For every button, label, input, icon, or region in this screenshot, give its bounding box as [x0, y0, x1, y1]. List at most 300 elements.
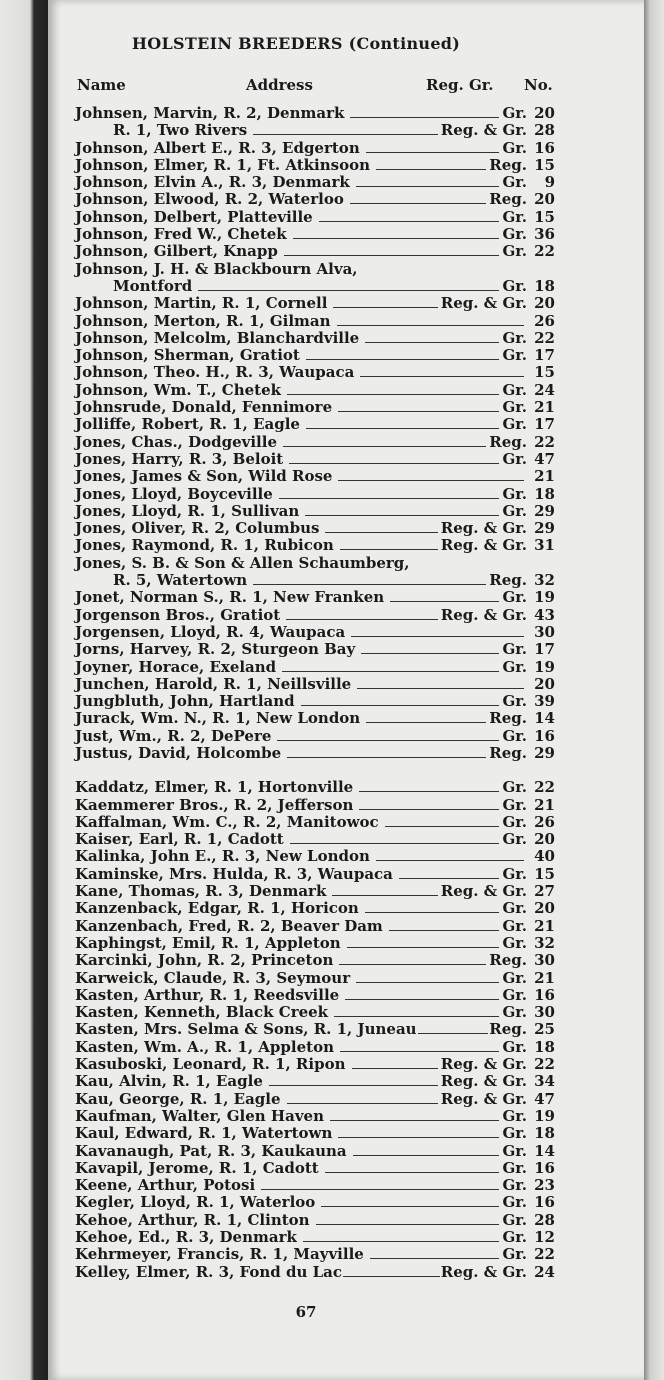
- herd-count: 40: [534, 847, 555, 866]
- herd-count: 32: [534, 571, 555, 590]
- registration-type: Gr.: [502, 692, 527, 711]
- list-item: [75, 1194, 555, 1211]
- herd-count: 18: [534, 276, 555, 295]
- registration-type: Reg. & Gr.: [440, 605, 527, 624]
- registration-type: Gr.: [502, 864, 527, 883]
- registration-type: Gr.: [502, 1210, 527, 1229]
- leader-dots: [418, 1032, 489, 1034]
- breeder-name-address: Justus, David, Holcombe: [75, 743, 282, 762]
- breeder-name-address: Jones, S. B. & Son & Allen Schaumberg,: [75, 553, 410, 572]
- registration-type: Reg.: [489, 571, 527, 590]
- herd-count: 28: [534, 121, 555, 140]
- breeder-name-address: Jones, Raymond, R. 1, Rubicon: [75, 536, 334, 555]
- list-item: [75, 347, 555, 364]
- leader-dots: [287, 1102, 438, 1104]
- herd-count: 17: [534, 415, 555, 434]
- registration-type: Gr.: [502, 1158, 527, 1177]
- list-item: [75, 1091, 555, 1108]
- list-item: [75, 710, 555, 727]
- list-item: [75, 659, 555, 676]
- registration-type: Gr.: [502, 242, 527, 261]
- list-item: [75, 209, 555, 226]
- leader-dots: [343, 1275, 440, 1277]
- registration-type: Gr.: [502, 1141, 527, 1160]
- list-item: [75, 399, 555, 416]
- leader-dots: [366, 151, 500, 153]
- leader-dots: [332, 894, 437, 896]
- list-item: [75, 416, 555, 433]
- leader-dots: [339, 963, 486, 965]
- herd-count: 43: [534, 605, 555, 624]
- leader-dots: [370, 1257, 500, 1259]
- registration-type: Gr.: [502, 933, 527, 952]
- list-item: [75, 1143, 555, 1160]
- leader-dots: [399, 877, 500, 879]
- herd-count: 47: [534, 1089, 555, 1108]
- herd-count: 20: [534, 899, 555, 918]
- herd-count: 17: [534, 640, 555, 659]
- breeder-name-address: Johnson, Melcolm, Blanchardville: [75, 328, 360, 347]
- registration-type: Gr.: [502, 276, 527, 295]
- list-item: [75, 122, 555, 139]
- registration-type: Reg. & Gr.: [440, 1089, 527, 1108]
- registration-type: Gr.: [502, 398, 527, 417]
- breeder-name-address: Kehoe, Arthur, R. 1, Clinton: [75, 1210, 310, 1229]
- breeders-list: [75, 105, 555, 1281]
- binding-edge: [0, 0, 48, 1380]
- list-item: [75, 1160, 555, 1177]
- registration-type: Reg. & Gr.: [440, 1072, 527, 1091]
- list-item: [75, 1108, 555, 1125]
- registration-type: Gr.: [502, 985, 527, 1004]
- breeder-name-address: Junchen, Harold, R. 1, Neillsville: [75, 674, 352, 693]
- breeder-name-address: Kaddatz, Elmer, R. 1, Hortonville: [75, 778, 354, 797]
- leader-dots: [287, 393, 499, 395]
- list-item: [75, 243, 555, 260]
- breeder-name-address: Johnson, Elmer, R. 1, Ft. Atkinsoon: [75, 155, 370, 174]
- herd-count: 15: [534, 864, 555, 883]
- list-item: [75, 1073, 555, 1090]
- breeder-name-address: Karcinki, John, R. 2, Princeton: [75, 951, 334, 970]
- list-item: [75, 295, 555, 312]
- herd-count: 29: [534, 501, 555, 520]
- registration-type: Reg.: [489, 743, 527, 762]
- breeder-name-address: Jones, Chas., Dodgeville: [75, 432, 278, 451]
- leader-dots: [316, 1223, 500, 1225]
- registration-type: Gr.: [502, 207, 527, 226]
- breeder-name-address: Jurack, Wm. N., R. 1, New London: [75, 709, 361, 728]
- leader-dots: [364, 273, 524, 274]
- breeder-name-address: Kanzenback, Edgar, R. 1, Horicon: [75, 899, 359, 918]
- column-header-name: Name: [77, 76, 126, 94]
- leader-dots: [390, 600, 499, 602]
- registration-type: Gr.: [502, 830, 527, 849]
- herd-count: 19: [534, 657, 555, 676]
- herd-count: 20: [534, 294, 555, 313]
- leader-dots: [293, 237, 500, 239]
- leader-dots: [198, 289, 499, 291]
- breeder-name-address: Montford: [113, 276, 193, 295]
- list-item: [75, 935, 555, 952]
- breeder-name-address: Kehoe, Ed., R. 3, Denmark: [75, 1228, 297, 1246]
- breeder-name-address: Johnson, Elvin A., R. 3, Denmark: [75, 173, 350, 192]
- leader-dots: [389, 929, 500, 931]
- list-item: [75, 1229, 555, 1246]
- herd-count: 22: [534, 242, 555, 261]
- registration-type: Gr.: [502, 795, 527, 814]
- breeder-name-address: Kehrmeyer, Francis, R. 1, Mayville: [75, 1245, 364, 1264]
- registration-type: Gr.: [502, 225, 527, 244]
- leader-dots: [253, 583, 486, 585]
- registration-type: Gr.: [502, 449, 527, 468]
- herd-count: 31: [534, 536, 555, 555]
- leader-dots: [376, 168, 486, 170]
- leader-dots: [357, 687, 524, 689]
- registration-type: Gr.: [502, 380, 527, 399]
- herd-count: 47: [534, 449, 555, 468]
- breeder-name-address: Johnson, Wm. T., Chetek: [75, 380, 282, 399]
- leader-dots: [261, 1188, 499, 1190]
- leader-dots: [337, 324, 524, 326]
- breeder-name-address: Jungbluth, John, Hartland: [75, 692, 295, 711]
- leader-dots: [330, 1119, 499, 1121]
- leader-dots: [333, 306, 437, 308]
- herd-count: 20: [534, 190, 555, 209]
- registration-type: Gr.: [502, 346, 527, 365]
- breeder-name-address: Kaufman, Walter, Glen Haven: [75, 1106, 324, 1125]
- breeder-name-address: Johnsen, Marvin, R. 2, Denmark: [75, 104, 345, 122]
- list-item: [75, 1056, 555, 1073]
- leader-dots: [334, 1015, 499, 1017]
- breeder-name-address: Kelley, Elmer, R. 3, Fond du Lac: [75, 1262, 342, 1281]
- leader-dots: [352, 1067, 438, 1069]
- registration-type: Reg. & Gr.: [440, 536, 527, 555]
- herd-count: 19: [534, 588, 555, 607]
- column-header-no: No.: [524, 76, 553, 94]
- herd-count: 14: [534, 1141, 555, 1160]
- breeder-name-address: Kavanaugh, Pat, R. 3, Kaukauna: [75, 1141, 347, 1160]
- breeder-name-address: Kaiser, Earl, R. 1, Cadott: [75, 830, 284, 849]
- herd-count: 34: [534, 1072, 555, 1091]
- leader-dots: [361, 652, 499, 654]
- list-item: [75, 607, 555, 624]
- leader-dots: [338, 410, 499, 412]
- leader-dots: [366, 721, 486, 723]
- list-item: [75, 468, 555, 485]
- breeder-name-address: R. 5, Watertown: [113, 571, 248, 590]
- leader-dots: [340, 1050, 499, 1052]
- herd-count: 22: [534, 1055, 555, 1074]
- herd-count: 30: [534, 622, 555, 641]
- page-edge: [644, 0, 664, 1380]
- list-item: [75, 693, 555, 710]
- list-item: [75, 624, 555, 641]
- breeder-name-address: Kasten, Wm. A., R. 1, Appleton: [75, 1037, 334, 1056]
- leader-dots: [376, 859, 524, 861]
- herd-count: 29: [534, 519, 555, 538]
- registration-type: Gr.: [502, 968, 527, 987]
- herd-count: 21: [534, 916, 555, 935]
- list-item: [75, 900, 555, 917]
- leader-dots: [284, 254, 500, 256]
- list-item: [75, 1212, 555, 1229]
- registration-type: Reg. & Gr.: [440, 1262, 527, 1281]
- herd-count: 36: [534, 225, 555, 244]
- list-item: [75, 1177, 555, 1194]
- herd-count: 15: [534, 155, 555, 174]
- herd-count: 9: [544, 173, 555, 192]
- breeder-name-address: Jorns, Harvey, R. 2, Sturgeon Bay: [75, 640, 356, 659]
- leader-dots: [360, 375, 524, 377]
- herd-count: 16: [534, 726, 555, 745]
- list-item: [75, 330, 555, 347]
- herd-count: 16: [534, 1158, 555, 1177]
- breeder-name-address: Kaul, Edward, R. 1, Watertown: [75, 1124, 333, 1143]
- breeder-name-address: Keene, Arthur, Potosi: [75, 1176, 256, 1195]
- list-item: [75, 1004, 555, 1021]
- herd-count: 28: [534, 1210, 555, 1229]
- herd-count: 23: [534, 1176, 555, 1195]
- leader-dots: [287, 756, 486, 758]
- breeder-name-address: Jones, Harry, R. 3, Beloit: [75, 449, 284, 468]
- breeder-name-address: Johnson, Albert E., R. 3, Edgerton: [75, 138, 360, 157]
- list-item: [75, 434, 555, 451]
- leader-dots: [290, 842, 500, 844]
- list-item: [75, 848, 555, 865]
- leader-dots: [350, 116, 499, 118]
- page-title: HOLSTEIN BREEDERS (Continued): [131, 34, 461, 53]
- breeder-name-address: Johnson, Fred W., Chetek: [75, 225, 287, 244]
- list-item: [75, 1021, 555, 1038]
- list-item: [75, 451, 555, 468]
- herd-count: 21: [534, 968, 555, 987]
- list-item: [75, 676, 555, 693]
- herd-count: 18: [534, 484, 555, 503]
- herd-count: 16: [534, 1193, 555, 1212]
- herd-count: 12: [534, 1228, 555, 1246]
- breeder-name-address: Kaphingst, Emil, R. 1, Appleton: [75, 933, 341, 952]
- breeder-name-address: Kavapil, Jerome, R. 1, Cadott: [75, 1158, 319, 1177]
- registration-type: Reg.: [489, 709, 527, 728]
- breeder-name-address: Joyner, Horace, Exeland: [75, 657, 277, 676]
- list-item: [75, 140, 555, 157]
- registration-type: Gr.: [502, 1193, 527, 1212]
- herd-count: 21: [534, 467, 555, 486]
- breeder-name-address: Jones, Oliver, R. 2, Columbus: [75, 519, 320, 538]
- breeder-name-address: Johnson, Gilbert, Knapp: [75, 242, 278, 261]
- breeder-name-address: Kaemmerer Bros., R. 2, Jefferson: [75, 795, 354, 814]
- herd-count: 18: [534, 1124, 555, 1143]
- registration-type: Gr.: [502, 899, 527, 918]
- registration-type: Reg. & Gr.: [440, 294, 527, 313]
- list-item: [75, 1039, 555, 1056]
- herd-count: 27: [534, 882, 555, 901]
- herd-count: 20: [534, 830, 555, 849]
- column-header-address: Address: [246, 76, 313, 94]
- herd-count: 30: [534, 1003, 555, 1022]
- leader-dots: [325, 1171, 500, 1173]
- list-item: [75, 918, 555, 935]
- registration-type: Gr.: [502, 588, 527, 607]
- breeder-name-address: Jonet, Norman S., R. 1, New Franken: [75, 588, 385, 607]
- breeder-name-address: Johnson, Martin, R. 1, Cornell: [75, 294, 328, 313]
- registration-type: Reg. & Gr.: [440, 882, 527, 901]
- leader-dots: [416, 567, 524, 568]
- list-item: [75, 641, 555, 658]
- list-item: [75, 745, 555, 762]
- breeder-name-address: Johnson, Sherman, Gratiot: [75, 346, 300, 365]
- registration-type: Gr.: [502, 640, 527, 659]
- registration-type: Gr.: [502, 104, 527, 122]
- herd-count: 21: [534, 398, 555, 417]
- breeder-name-address: Johnsrude, Donald, Fennimore: [75, 398, 333, 417]
- leader-dots: [277, 739, 499, 741]
- registration-type: Gr.: [502, 916, 527, 935]
- list-item: [75, 1264, 555, 1281]
- list-item: [75, 831, 555, 848]
- leader-dots: [350, 202, 486, 204]
- list-item: [75, 503, 555, 520]
- list-item: [75, 1125, 555, 1142]
- herd-count: 24: [534, 380, 555, 399]
- breeder-name-address: Kau, George, R. 1, Eagle: [75, 1089, 281, 1108]
- list-item: [75, 589, 555, 606]
- breeder-name-address: Johnson, Merton, R. 1, Gilman: [75, 311, 331, 330]
- list-item: [75, 191, 555, 208]
- breeder-name-address: R. 1, Two Rivers: [113, 121, 248, 140]
- list-item: [75, 970, 555, 987]
- registration-type: Reg. & Gr.: [440, 121, 527, 140]
- registration-type: Gr.: [502, 501, 527, 520]
- leader-dots: [338, 1136, 499, 1138]
- registration-type: Gr.: [502, 484, 527, 503]
- breeder-name-address: Kasuboski, Leonard, R. 1, Ripon: [75, 1055, 346, 1074]
- leader-dots: [319, 220, 500, 222]
- registration-type: Reg.: [489, 432, 527, 451]
- column-header-reg-gr: Reg. Gr.: [426, 76, 494, 94]
- leader-dots: [306, 427, 499, 429]
- leader-dots: [321, 1205, 499, 1207]
- leader-dots: [359, 790, 499, 792]
- leader-dots: [365, 341, 499, 343]
- herd-count: 29: [534, 743, 555, 762]
- registration-type: Reg.: [489, 1020, 527, 1039]
- registration-type: Gr.: [502, 812, 527, 831]
- herd-count: 17: [534, 346, 555, 365]
- list-item: [75, 157, 555, 174]
- registration-type: Gr.: [502, 1003, 527, 1022]
- leader-dots: [283, 445, 486, 447]
- registration-type: Reg. & Gr.: [440, 1055, 527, 1074]
- leader-dots: [325, 531, 437, 533]
- breeder-name-address: Johnson, Elwood, R. 2, Waterloo: [75, 190, 344, 209]
- breeder-name-address: Just, Wm., R. 2, DePere: [75, 726, 272, 745]
- leader-dots: [305, 514, 499, 516]
- breeder-name-address: Kasten, Arthur, R. 1, Reedsville: [75, 985, 340, 1004]
- breeder-name-address: Johnson, J. H. & Blackbourn Alva,: [75, 259, 358, 278]
- leader-dots: [353, 1154, 500, 1156]
- list-item: [75, 728, 555, 745]
- leader-dots: [340, 548, 438, 550]
- herd-count: 22: [534, 778, 555, 797]
- herd-count: 22: [534, 328, 555, 347]
- list-item: [75, 105, 555, 122]
- list-item: [75, 572, 555, 589]
- breeder-name-address: Jolliffe, Robert, R. 1, Eagle: [75, 415, 300, 434]
- leader-dots: [359, 808, 499, 810]
- leader-dots: [306, 358, 500, 360]
- registration-type: Reg.: [489, 190, 527, 209]
- leader-dots: [356, 185, 500, 187]
- leader-dots: [365, 911, 500, 913]
- leader-dots: [356, 981, 499, 983]
- registration-type: Gr.: [502, 1245, 527, 1264]
- herd-count: 39: [534, 692, 555, 711]
- registration-type: Gr.: [502, 1037, 527, 1056]
- registration-type: Gr.: [502, 138, 527, 157]
- herd-count: 21: [534, 795, 555, 814]
- registration-type: Gr.: [502, 328, 527, 347]
- herd-count: 26: [534, 812, 555, 831]
- breeder-name-address: Kegler, Lloyd, R. 1, Waterloo: [75, 1193, 316, 1212]
- herd-count: 25: [534, 1020, 555, 1039]
- herd-count: 14: [534, 709, 555, 728]
- herd-count: 20: [534, 104, 555, 122]
- leader-dots: [279, 497, 500, 499]
- breeder-name-address: Kau, Alvin, R. 1, Eagle: [75, 1072, 263, 1091]
- list-item: [75, 952, 555, 969]
- list-item: [75, 797, 555, 814]
- breeder-name-address: Kasten, Mrs. Selma & Sons, R. 1, Juneau: [75, 1020, 417, 1039]
- leader-dots: [282, 670, 499, 672]
- list-item: [75, 555, 555, 572]
- herd-count: 26: [534, 311, 555, 330]
- breeder-name-address: Johnson, Theo. H., R. 3, Waupaca: [75, 363, 355, 382]
- list-item: [75, 313, 555, 330]
- breeder-name-address: Kaminske, Mrs. Hulda, R. 3, Waupaca: [75, 864, 393, 883]
- registration-type: Gr.: [502, 1176, 527, 1195]
- leader-dots: [351, 635, 524, 637]
- leader-dots: [345, 998, 499, 1000]
- list-item: [75, 278, 555, 295]
- list-item: [75, 1246, 555, 1263]
- registration-type: Gr.: [502, 415, 527, 434]
- registration-type: Gr.: [502, 1106, 527, 1125]
- list-item: [75, 261, 555, 278]
- breeder-name-address: Kane, Thomas, R. 3, Denmark: [75, 882, 327, 901]
- herd-count: 15: [534, 363, 555, 382]
- leader-dots: [253, 133, 438, 135]
- registration-type: Reg.: [489, 155, 527, 174]
- leader-dots: [301, 704, 500, 706]
- leader-dots: [385, 825, 500, 827]
- breeder-name-address: Jones, Lloyd, Boyceville: [75, 484, 273, 503]
- breeder-name-address: Kalinka, John E., R. 3, New London: [75, 847, 370, 866]
- registration-type: Gr.: [502, 657, 527, 676]
- breeder-name-address: Kanzenbach, Fred, R. 2, Beaver Dam: [75, 916, 383, 935]
- breeder-name-address: Jorgenson Bros., Gratiot: [75, 605, 281, 624]
- leader-dots: [286, 618, 438, 620]
- list-item: [75, 364, 555, 381]
- list-item: [75, 883, 555, 900]
- herd-count: 15: [534, 207, 555, 226]
- breeder-name-address: Jorgensen, Lloyd, R. 4, Waupaca: [75, 622, 346, 641]
- registration-type: Reg. & Gr.: [440, 519, 527, 538]
- registration-type: Reg.: [489, 951, 527, 970]
- list-item: [75, 520, 555, 537]
- list-item: [75, 866, 555, 883]
- registration-type: Gr.: [502, 173, 527, 192]
